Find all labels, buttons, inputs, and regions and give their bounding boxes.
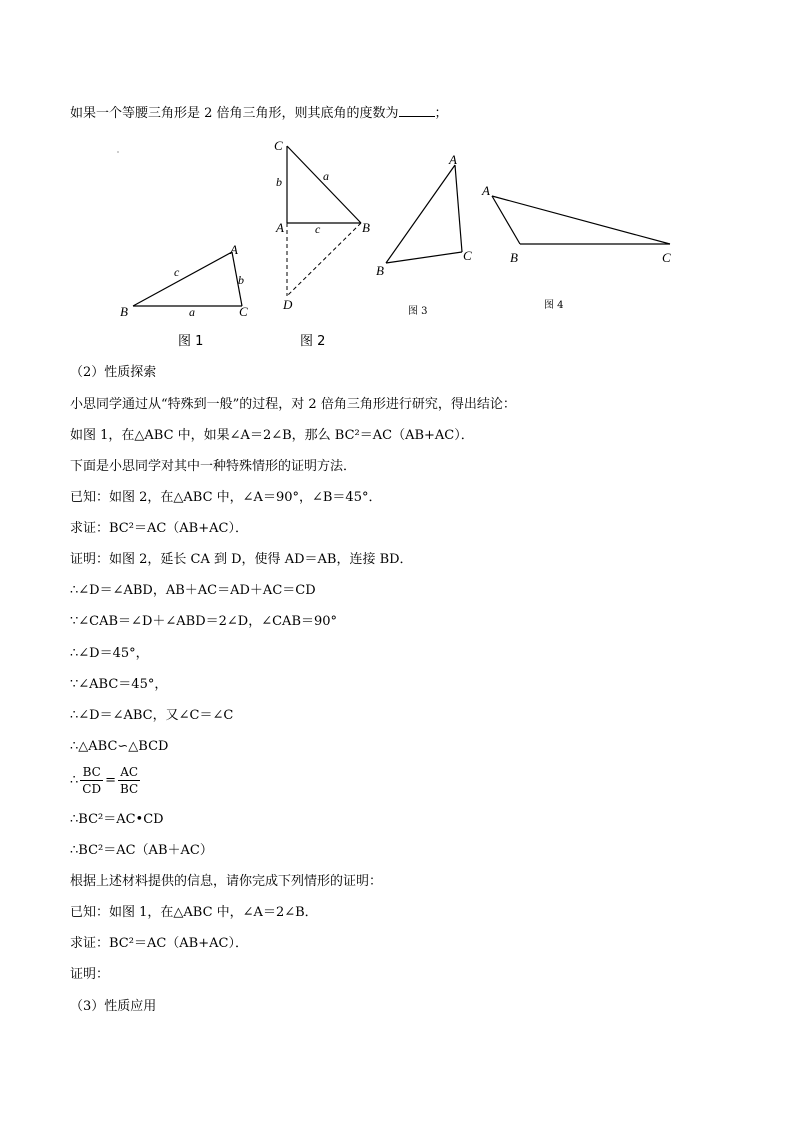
fig1-caption: 图 1 [178, 334, 204, 349]
fig2-label-b: b [276, 175, 282, 189]
fig1-label-C: C [239, 304, 248, 319]
fig2-label-B: B [362, 220, 370, 235]
figure-1 [120, 242, 248, 319]
figure-3 [376, 152, 472, 278]
section2-task: 根据上述材料提供的信息，请你完成下列情形的证明： [70, 874, 383, 889]
fig1-label-B: B [120, 304, 128, 319]
section2-given2: 已知：如图 1，在△ABC 中，∠A＝2∠B． [70, 905, 318, 920]
section2-prove2: 求证：BC²＝AC（AB+AC）． [70, 936, 248, 951]
fig2-label-a: a [323, 169, 329, 183]
fraction-eq: = [105, 773, 116, 788]
fig1-label-a: a [189, 305, 195, 319]
fraction-right-den: BC [120, 782, 139, 796]
proof-tail-2: ∴BC²＝AC（AB＋AC） [70, 843, 213, 858]
figures-svg [0, 130, 794, 330]
fraction-left [80, 764, 103, 797]
fig2-caption: 图 2 [300, 334, 326, 349]
fig4-side-ab [492, 196, 520, 244]
fig2-label-D: D [283, 297, 293, 312]
fraction-right [118, 764, 140, 797]
fig4-side-ac [492, 196, 670, 244]
fig2-dashed-bd [287, 223, 361, 296]
dot-mark [117, 151, 118, 152]
fig3-label-B: B [376, 263, 384, 278]
fraction-left-den: CD [82, 782, 102, 796]
proof-step-6: ∴∠D＝∠ABC，又∠C＝∠C [70, 708, 234, 723]
fig3-side-bc [386, 252, 462, 263]
fig2-label-A: A [276, 220, 284, 235]
section2-proof-label: 证明： [70, 967, 110, 982]
fig2-label-c: c [315, 222, 321, 236]
proof-fraction-line [70, 764, 142, 797]
fraction-prefix: ∴ [70, 773, 79, 788]
proof-step-4: ∴∠D＝45°， [70, 646, 149, 661]
fig4-label-B: B [510, 250, 518, 265]
fig3-label-A: A [449, 152, 457, 167]
proof-step-2: ∴∠D＝∠ABD，AB＋AC＝AD＋AC＝CD [70, 583, 316, 598]
section2-given: 已知：如图 2，在△ABC 中，∠A＝90°，∠B＝45°． [70, 490, 382, 505]
fig3-side-ac [455, 165, 462, 252]
proof-step-1: 证明：如图 2，延长 CA 到 D，使得 AD＝AB，连接 BD． [70, 552, 413, 567]
section2-heading: （2）性质探索 [70, 365, 157, 380]
question-line [70, 104, 448, 123]
fig1-label-c: c [174, 265, 180, 279]
fig3-label-C: C [463, 248, 472, 263]
section2-intro: 小思同学通过从“特殊到一般”的过程，对 2 倍角三角形进行研究，得出结论： [70, 397, 516, 412]
proof-step-7: ∴△ABC∽△BCD [70, 739, 169, 754]
fig3-caption: 图 3 [408, 306, 428, 317]
fig4-caption: 图 4 [544, 300, 564, 311]
figure-2 [274, 138, 370, 312]
proof-step-3: ∵∠CAB＝∠D＋∠ABD＝2∠D，∠CAB＝90° [70, 614, 338, 629]
fig1-label-A: A [230, 242, 238, 257]
fig1-label-b: b [238, 273, 244, 287]
fig4-label-C: C [662, 250, 671, 265]
fraction-right-num: AC [118, 764, 140, 781]
figure-4 [481, 183, 671, 265]
fig2-label-C: C [274, 138, 283, 153]
section2-method: 下面是小思同学对其中一种特殊情形的证明方法． [70, 459, 357, 474]
question-text: 如果一个等腰三角形是 2 倍角三角形，则其底角的度数为 [70, 106, 399, 121]
proof-step-5: ∵∠ABC＝45°， [70, 677, 168, 692]
fig1-side-ab [133, 252, 232, 306]
fig2-side-cb [287, 146, 361, 223]
fraction-left-num: BC [80, 764, 103, 781]
fig3-side-ab [386, 165, 455, 263]
fig4-label-A: A [482, 183, 490, 198]
section3-heading: （3）性质应用 [70, 999, 157, 1014]
section2-conclusion: 如图 1，在△ABC 中，如果∠A＝2∠B，那么 BC²＝AC（AB+AC）． [70, 428, 474, 443]
proof-tail-1: ∴BC²＝AC•CD [70, 812, 164, 827]
question-end: ； [434, 106, 448, 121]
answer-blank[interactable] [399, 104, 435, 117]
section2-prove: 求证：BC²＝AC（AB+AC）． [70, 521, 248, 536]
